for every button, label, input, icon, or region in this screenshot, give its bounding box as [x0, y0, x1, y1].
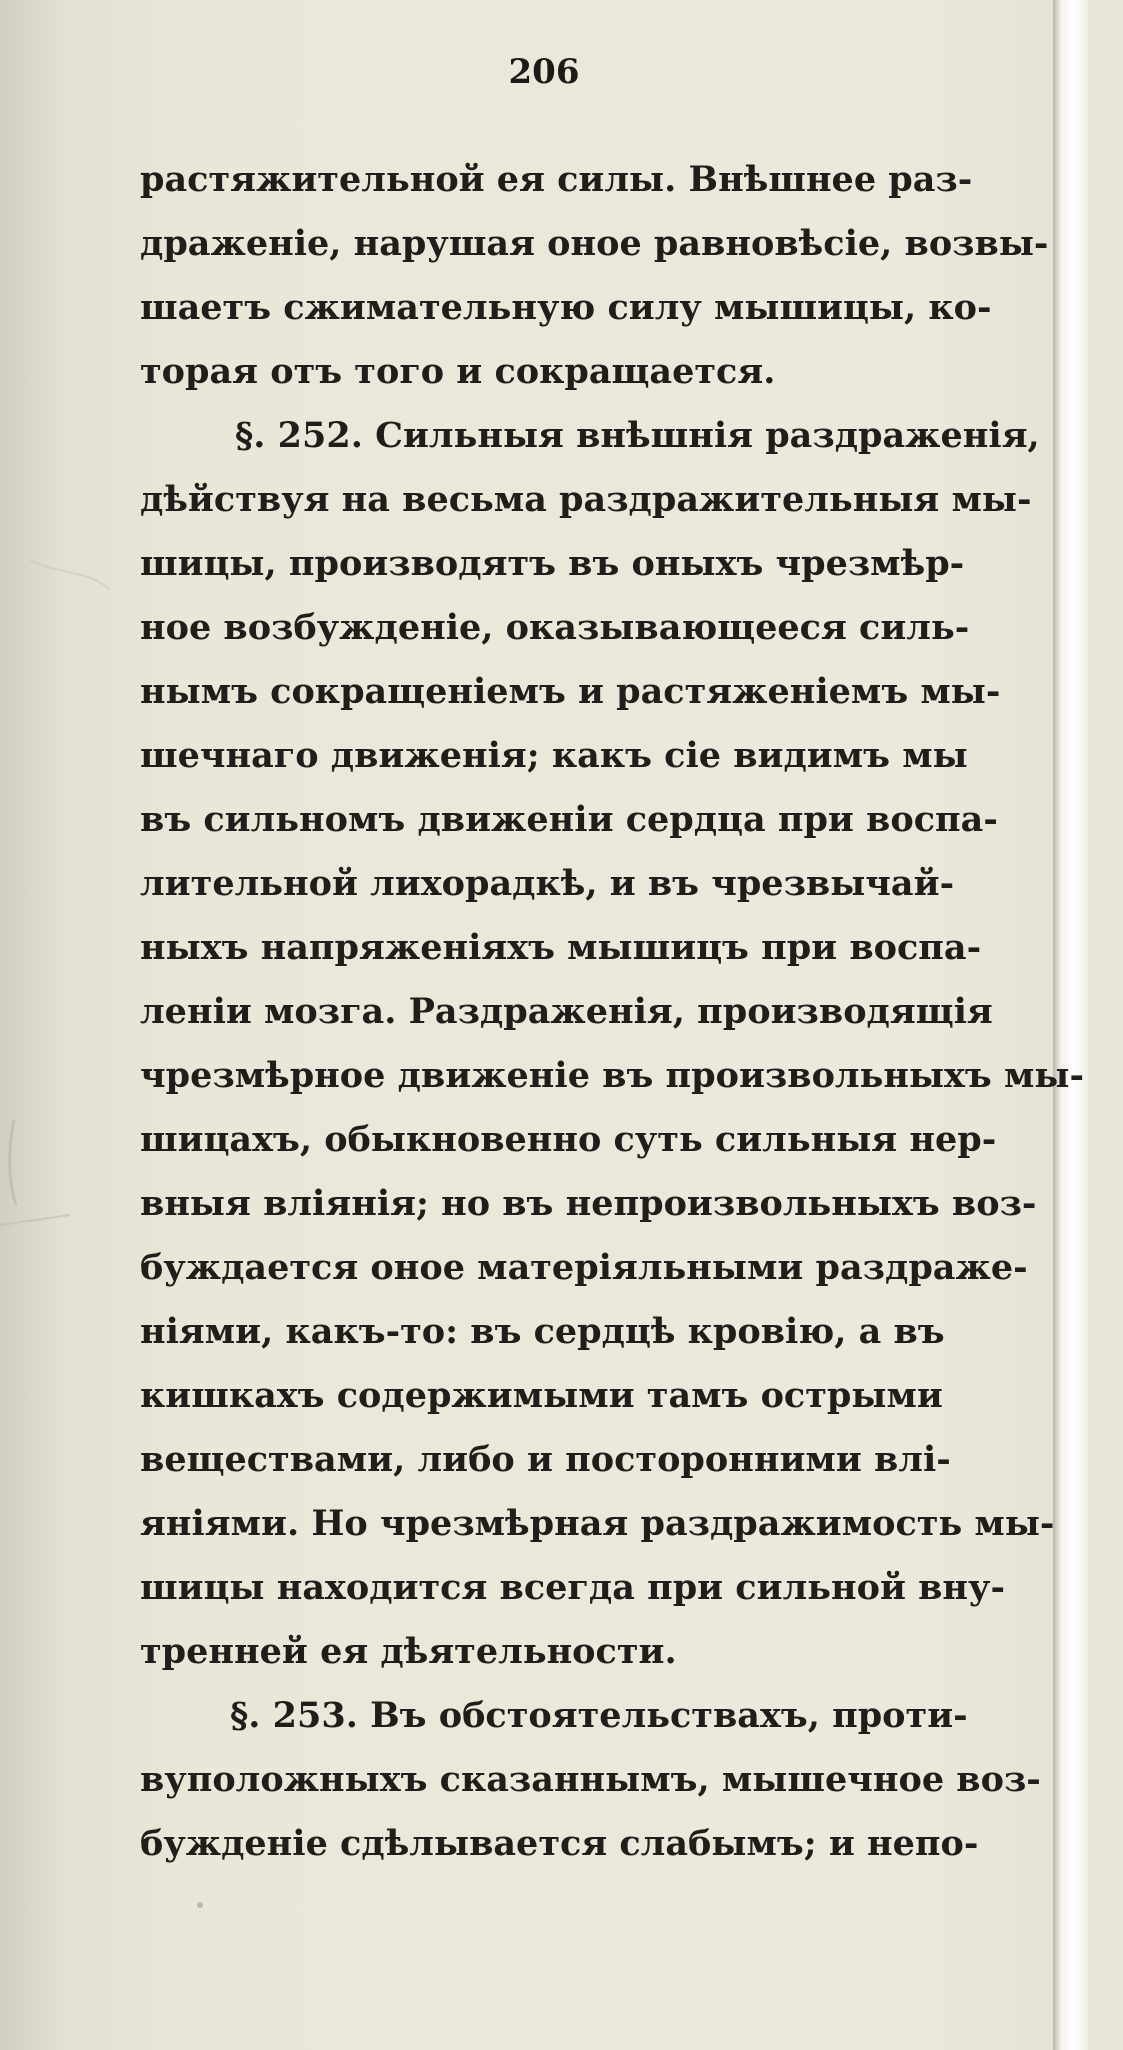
text-line: шицы, производятъ въ оныхъ чрезмѣр- — [140, 543, 965, 584]
paragraph-253-start: §. 253. Въ обстоятельствахъ, проти- — [230, 1695, 968, 1736]
text-line: нымъ сокращеніемъ и растяженіемъ мы- — [140, 671, 1001, 712]
text-line: леніи мозга. Раздраженія, производящія — [140, 991, 993, 1032]
page-number: 206 — [508, 52, 580, 92]
text-line: веществами, либо и посторонними влі- — [140, 1439, 951, 1480]
text-line: ніями, какъ-то: въ сердцѣ кровію, а въ — [140, 1311, 945, 1352]
text-line: шаетъ сжимательную силу мышицы, ко- — [140, 287, 992, 328]
text-line: торая отъ того и сокращается. — [140, 351, 776, 392]
text-line: шицы находится всегда при сильной вну- — [140, 1567, 1005, 1608]
paragraph-252-start: §. 252. Сильныя внѣшнія раздраженія, — [235, 415, 1040, 456]
text-line: шечнаго движенія; какъ сіе видимъ мы — [140, 735, 968, 776]
text-line: бужденіе сдѣлывается слабымъ; и непо- — [140, 1823, 979, 1864]
text-line: шицахъ, обыкновенно суть сильныя нер- — [140, 1119, 997, 1160]
text-line: яніями. Но чрезмѣрная раздражимость мы- — [140, 1503, 1055, 1544]
text-line: вуположныхъ сказаннымъ, мышечное воз- — [140, 1759, 1041, 1800]
text-line: драженіе, нарушая оное равновѣсіе, возвы- — [140, 223, 1049, 264]
text-line: чрезмѣрное движеніе въ произвольныхъ мы- — [140, 1055, 1084, 1096]
text-line: растяжительной ея силы. Внѣшнее раз- — [140, 159, 973, 200]
text-line: буждается оное матеріяльными раздраже- — [140, 1247, 1028, 1288]
text-line: тренней ея дѣятельности. — [140, 1631, 677, 1672]
text-line: дѣйствуя на весьма раздражительныя мы- — [140, 479, 1032, 520]
text-line: кишкахъ содержимыми тамъ острыми — [140, 1375, 943, 1416]
text-line: ныхъ напряженіяхъ мышицъ при воспа- — [140, 927, 982, 968]
text-line: лительной лихорадкѣ, и въ чрезвычай- — [140, 863, 955, 904]
body-text — [140, 148, 1090, 1876]
text-line: въ сильномъ движеніи сердца при воспа- — [140, 799, 998, 840]
text-line: ное возбужденіе, оказывающееся силь- — [140, 607, 970, 648]
text-line: вныя вліянія; но въ непроизвольныхъ воз- — [140, 1183, 1037, 1224]
